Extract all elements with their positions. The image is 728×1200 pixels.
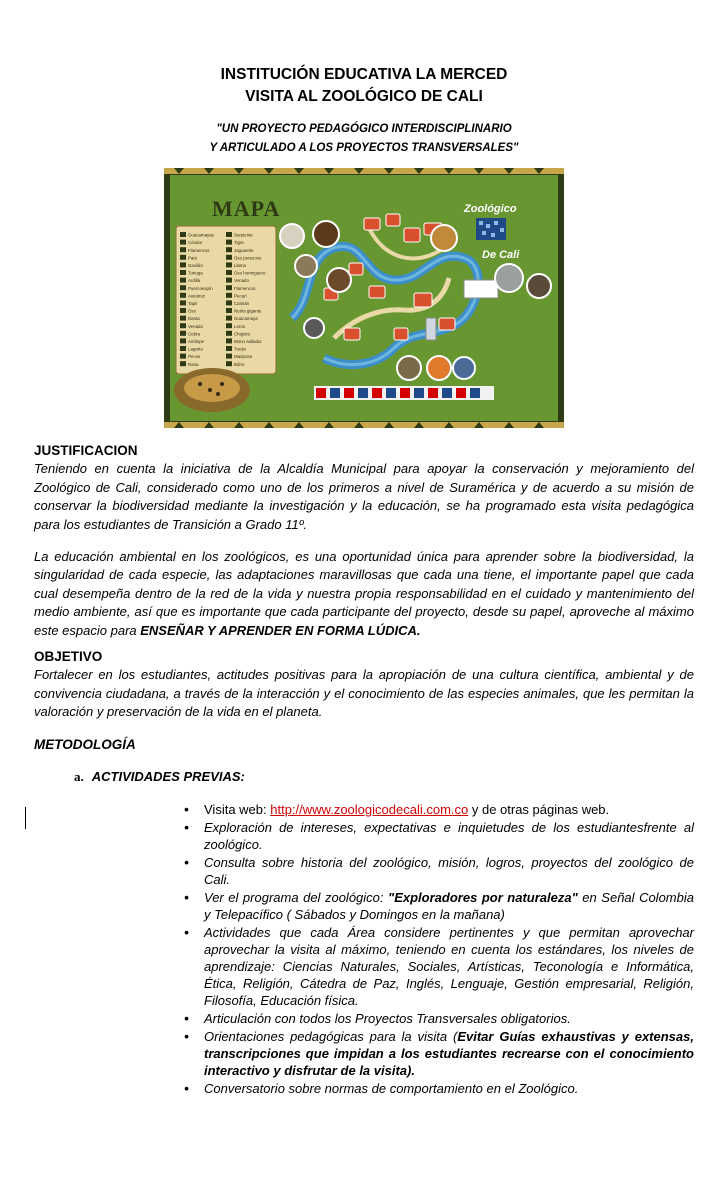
legend-icon (226, 331, 232, 336)
list-letter: a. (74, 769, 84, 785)
legend-icon (226, 240, 232, 245)
legend-label: Venado (234, 278, 249, 284)
legend-label: Rana (188, 361, 199, 367)
school-title: INSTITUCIÓN EDUCATIVA LA MERCED (220, 66, 508, 83)
legend-icon (226, 346, 232, 351)
legend-label: Peces (188, 354, 201, 360)
map-building (464, 280, 498, 298)
item-text: en Señal Colombia y Telepacífico ( Sábados y Domingos en la mañana) (204, 889, 694, 922)
legend-label: Caimán (234, 301, 250, 306)
legend-icon (180, 240, 186, 245)
zoo-website-link[interactable]: http://www.zoologicodecali.com.co (270, 801, 469, 817)
map-brand-2: De Cali (482, 249, 520, 261)
legend-icon (180, 285, 186, 290)
legend-icon (180, 361, 186, 366)
legend-label: Cebra (188, 331, 200, 337)
item-text: Orientaciones pedagógicas para la visita ( (204, 1028, 458, 1044)
legend-icon (226, 270, 232, 275)
legend-label: Antílope (188, 339, 205, 344)
legend-label: Cóndor (188, 240, 203, 246)
legend-label: Oso (188, 308, 197, 314)
legend-label: Pecarí (234, 293, 247, 299)
legend-icon (180, 308, 186, 313)
map-service-icons (314, 386, 494, 400)
legend-icon (226, 300, 232, 305)
legend-label: Guacamaya (234, 316, 258, 322)
legend-icon (180, 262, 186, 267)
item-text: y de otras páginas web. (468, 801, 610, 817)
legend-icon (226, 278, 232, 283)
subtitle-line-1: "UN PROYECTO PEDAGÓGICO INTERDISCIPLINARIO (216, 123, 512, 135)
list-item (184, 801, 694, 818)
legend-label: Mariposa (234, 354, 253, 360)
document-body (34, 442, 694, 1098)
legend-label: Jaguarete (234, 247, 254, 253)
legend-label: Lagarto (188, 346, 203, 352)
project-subtitle (0, 120, 728, 158)
legend-icon (226, 323, 232, 328)
legend-label: Guacamayas (188, 232, 214, 238)
legend-icon (226, 361, 232, 366)
justificacion-paragraph-2 (34, 548, 694, 640)
legend-label: Chigüiro (234, 331, 251, 337)
item-emphasis: Evitar Guías exhaustivas y extensas, transcripciones que impidan a los estudiantes recrearse con el conocimiento interactivo y disfrutar de la visita). (204, 1028, 694, 1078)
list-item: • Conversatorio sobre normas de comportamiento en el Zoológico. (184, 1080, 694, 1097)
legend-label: Flamencos (188, 247, 210, 253)
legend-label: Flamencos (234, 285, 256, 291)
justificacion-paragraph-1: Teniendo en cuenta la iniciativa de la Alcaldía Municipal para apoyar la conservación y mejoramiento del Zoológico de Cali, considerado como uno de los primeros a nivel de Suramérica y de acuerdo a su misión de conservar la biodiversidad mediante la investigación y la educación, se ha programado esta visita pedagógica para los estudiantes de Transición a Grado 11º. (34, 461, 694, 532)
list-item: • Actividades que cada Área considere pertinentes y que permitan aprovechar aprovechar la visita al máximo, teniendo en cuenta los estándares, los niveles de aprendizaje: Ciencias Naturales, Sociales, Artísticas, Teconología e Informática, Ética, Religión, Cátedra de Paz, Inglés, Lenguaje, Gestión empresarial, Religión, Filosofía, Educación física. (184, 924, 694, 1009)
legend-icon (226, 354, 232, 359)
legend-label: Oso hormiguero (234, 270, 266, 276)
document-header (0, 64, 728, 158)
legend-icon (226, 338, 232, 343)
legend-label: Tigre (234, 240, 244, 246)
legend-icon (180, 270, 186, 275)
visit-title: VISITA AL ZOOLÓGICO DE CALI (245, 88, 483, 105)
legend-icon (180, 338, 186, 343)
legend-label: Venado (188, 323, 203, 329)
legend-icon (226, 308, 232, 313)
legend-icon (180, 278, 186, 283)
justificacion-title: JUSTIFICACION (34, 443, 138, 458)
subtitle-line-2: Y ARTICULADO A LOS PROYECTOS TRANSVERSALES" (209, 142, 519, 154)
legend-label: Búho (234, 361, 245, 367)
legend-icon (226, 247, 232, 252)
legend-label: Gavilán (188, 263, 203, 268)
list-item (184, 1028, 694, 1079)
legend-label: Danta (188, 316, 200, 322)
legend-label: Llama (234, 263, 246, 268)
map-title: MAPA (212, 196, 281, 221)
legend-icon (180, 300, 186, 305)
map-brand-1: Zoológico (464, 203, 517, 215)
list-item: • Exploración de intereses, expectativas e inquietudes de los estudiantesfrente al zoológico. (184, 819, 694, 853)
legend-label: Tortuga (188, 270, 203, 276)
legend-label: Puercoespín (188, 285, 213, 291)
list-item (184, 889, 694, 923)
legend-label: Loros (234, 323, 245, 329)
item-text: Visita web: (204, 801, 271, 817)
legend-label: Ardilla (188, 278, 201, 284)
actividades-previas-heading (74, 768, 694, 786)
legend-icon (180, 293, 186, 298)
legend-icon (180, 331, 186, 336)
legend-label: Oso perezoso (234, 255, 262, 261)
justificacion-p2-text: La educación ambiental en los zoológicos, es una oportunidad única para aprender sobre la biodiversidad, la singularidad de cada especie, las adaptaciones maravillosas que cada una tiene, el importante papel que cada cual desempeña dentro de la red de la vida y nuestra propia responsabilidad en el cuidado y mantenimiento del medio ambiente, así que es importante que cada participante del proyecto, desde su papel, aproveche al máximo este espacio para (34, 549, 694, 638)
item-text: Ver el programa del zoológico: (204, 889, 389, 905)
legend-icon (226, 285, 232, 290)
program-name: "Exploradores por naturaleza" (388, 889, 578, 905)
legend-icon (226, 262, 232, 267)
zoo-map-image (164, 168, 564, 428)
legend-label: Nutria gigante (234, 308, 262, 314)
legend-icon (180, 354, 186, 359)
list-item: • Articulación con todos los Proyectos Transversales obligatorios. (184, 1010, 694, 1027)
legend-icon (180, 232, 186, 237)
objetivo-text: Fortalecer en los estudiantes, actitudes positivas para la apropiación de una cultura científica, ambiental y de convivencia ciudadana, a través de la interacción y el conocimiento de las especies animales, que les permitan la valoración y preservación de la vida en el planeta. (34, 667, 694, 720)
legend-icon (226, 255, 232, 260)
legend-label: Pato (188, 255, 198, 261)
legend-icon (180, 346, 186, 351)
legend-label: Mono aullador (234, 339, 262, 344)
legend-icon (180, 255, 186, 260)
legend-icon (226, 232, 232, 237)
legend-label: Tapir (188, 301, 198, 306)
legend-icon (180, 323, 186, 328)
metodologia-title: METODOLOGÍA (34, 736, 136, 752)
legend-label: Tucán (234, 346, 247, 352)
legend-label: Avestruz (188, 293, 206, 299)
list-item: • Consulta sobre historia del zoológico, misión, logros, proyectos del zoológico de Cali. (184, 854, 694, 888)
text-cursor (25, 807, 26, 829)
legend-label: Serpiente (234, 232, 253, 238)
justificacion-p2-emphasis: ENSEÑAR Y APRENDER EN FORMA LÚDICA. (140, 622, 421, 638)
actividades-previas-title: ACTIVIDADES PREVIAS: (91, 769, 245, 785)
legend-icon (180, 247, 186, 252)
legend-icon (180, 316, 186, 321)
legend-icon (226, 316, 232, 321)
objetivo-title: OBJETIVO (34, 649, 103, 665)
actividades-list (184, 801, 694, 1097)
legend-icon (226, 293, 232, 298)
